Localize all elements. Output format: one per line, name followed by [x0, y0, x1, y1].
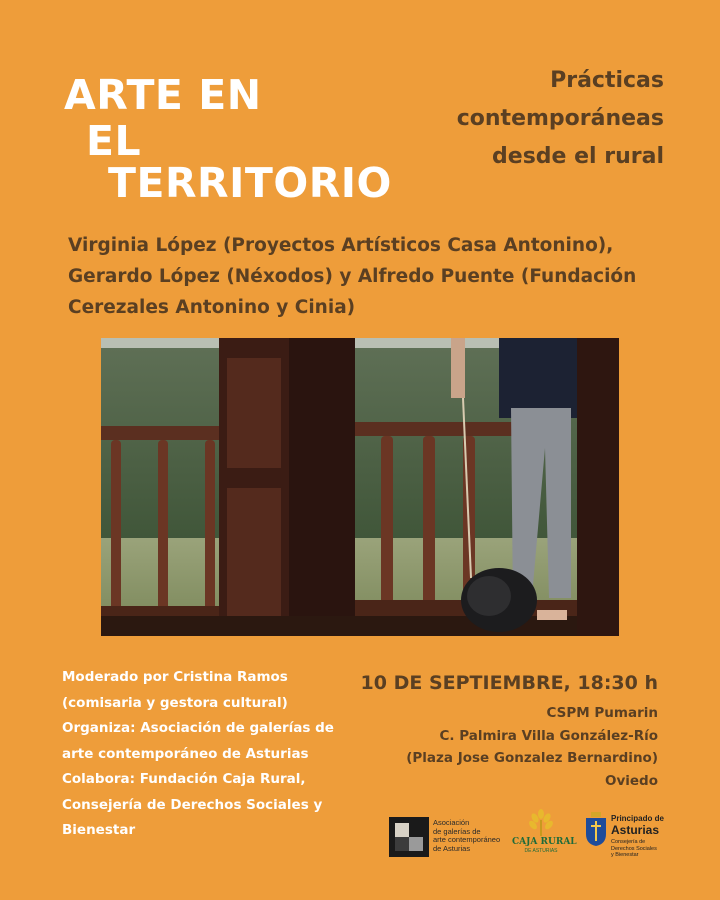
- wheat-icon: [525, 808, 557, 838]
- credits-line: Organiza: Asociación de galerías de: [62, 720, 334, 736]
- credits: [62, 665, 362, 844]
- caja-rural-logo: [512, 808, 577, 858]
- subtitle-line-2: contemporáneas: [456, 106, 664, 131]
- title-line-3: TERRITORIO: [108, 159, 392, 207]
- coat-of-arms-icon: [585, 812, 607, 846]
- event-venue: [338, 702, 658, 792]
- asturias-logo: [583, 810, 673, 860]
- subtitle-line-3: desde el rural: [492, 144, 664, 169]
- title-line-2: EL: [86, 117, 142, 165]
- caja-rural-name: CAJA RURAL: [512, 837, 577, 847]
- credits-line: Moderado por Cristina Ramos: [62, 669, 288, 685]
- credits-line: Bienestar: [62, 822, 136, 838]
- asturias-line-2: Asturias: [611, 823, 660, 837]
- photo-illustration: [101, 338, 619, 636]
- asturias-dept: Consejería de Derechos Sociales y Bienestar: [611, 839, 657, 858]
- caja-rural-sub: DE ASTURIAS: [524, 848, 558, 854]
- title-line-1: ARTE EN: [64, 71, 262, 119]
- event-photo: [101, 338, 619, 636]
- credits-line: arte contemporáneo de Asturias: [62, 745, 309, 762]
- event-datetime: 10 DE SEPTIEMBRE, 18:30 h: [360, 672, 658, 694]
- agac-logo-icon: [389, 817, 429, 857]
- subtitle-line-1: Prácticas: [550, 68, 664, 93]
- venue-address-1: C. Palmira Villa González-Río: [439, 727, 658, 744]
- venue-city: Oviedo: [605, 772, 658, 789]
- speakers-line-2: Gerardo López (Néxodos) y Alfredo Puente (Fundación: [68, 266, 637, 287]
- speakers-line-3: Cerezales Antonino y Cinia): [68, 297, 356, 318]
- venue-name: CSPM Pumarin: [546, 705, 658, 721]
- speakers: [68, 230, 668, 323]
- event-subtitle: [364, 62, 664, 176]
- agac-logo-text: Asociación de galerías de arte contemporáneo de Asturias: [433, 818, 501, 853]
- credits-line: Consejería de Derechos Sociales y: [62, 796, 323, 813]
- agac-logo: [389, 815, 514, 859]
- asturias-line-1: Principado de: [611, 814, 664, 823]
- credits-line: Colabora: Fundación Caja Rural,: [62, 771, 306, 787]
- credits-line: (comisaria y gestora cultural): [62, 694, 288, 711]
- speakers-line-1: Virginia López (Proyectos Artísticos Casa Antonino),: [68, 235, 614, 256]
- venue-address-2: (Plaza Jose Gonzalez Bernardino): [406, 750, 658, 766]
